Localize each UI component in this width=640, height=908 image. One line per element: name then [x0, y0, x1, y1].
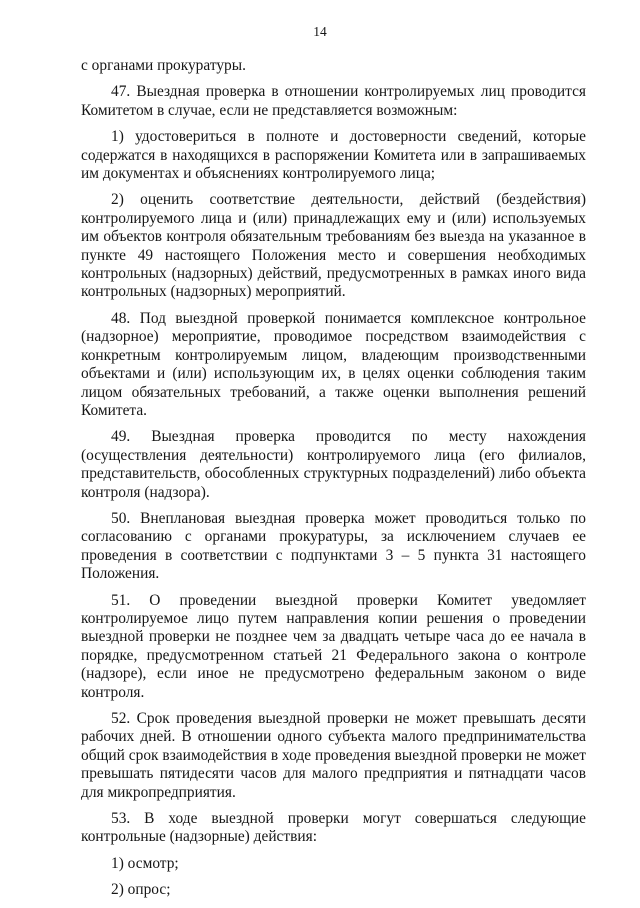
- document-body: [81, 57, 586, 908]
- paragraph-47-item-1: 1) удостовериться в полноте и достоверности сведений, которые содержатся в находящихся в распоряжении Комитета или в запрашиваемых им документах и объяснениях контролируемого лица;: [81, 128, 586, 183]
- paragraph-52: 52. Срок проведения выездной проверки не может превышать десяти рабочих дней. В отношении одного субъекта малого предпринимательства общий срок взаимодействия в ходе проведения выездной проверки не может превышать пятидесяти часов для малого предприятия и пятнадцати часов для микропредприятия.: [81, 710, 586, 801]
- paragraph-47-item-2: 2) оценить соответствие деятельности, действий (бездействия) контролируемого лица и (или) принадлежащих ему и (или) используемых им объектов контроля обязательным требованиям без выезда на указанное в пункте 49 настоящего Положения место и совершения необходимых контрольных (надзорных) действий, предусмотренных в рамках иного вида контрольных (надзорных) мероприятий.: [81, 191, 586, 301]
- paragraph-51: 51. О проведении выездной проверки Комитет уведомляет контролируемое лицо путем направления копии решения о проведении выездной проверки не позднее чем за двадцать четыре часа до ее начала в порядке, предусмотренном статьей 21 Федерального закона о контроле (надзоре), если иное не предусмотрено федеральным законом о виде контроля.: [81, 591, 586, 701]
- paragraph-53: 53. В ходе выездной проверки могут совершаться следующие контрольные (надзорные) действия:: [81, 810, 586, 846]
- paragraph-50: 50. Внеплановая выездная проверка может проводиться только по согласованию с органами прокуратуры, за исключением случаев ее проведения в соответствии с подпунктами 3 – 5 пункта 31 настоящего Положения.: [81, 509, 586, 583]
- paragraph-47: 47. Выездная проверка в отношении контролируемых лиц проводится Комитетом в случае, если не представляется возможным:: [81, 83, 586, 119]
- paragraph-53-item-2: 2) опрос;: [111, 881, 171, 899]
- paragraph-48: 48. Под выездной проверкой понимается комплексное контрольное (надзорное) мероприятие, проводимое посредством взаимодействия с конкретным контролируемым лицом, владеющим производственными объектами и (или) использующим их, в целях оценки соблюдения таким лицом обязательных требований, а также оценки выполнения решений Комитета.: [81, 309, 586, 419]
- paragraph-continuation: с органами прокуратуры.: [81, 57, 246, 74]
- paragraph-53-item-1: 1) осмотр;: [111, 854, 179, 872]
- paragraph-49: 49. Выездная проверка проводится по месту нахождения (осуществления деятельности) контролируемого лица (его филиалов, представительств, обособленных структурных подразделений) либо объекта контроля (надзора).: [81, 428, 586, 501]
- page-number: 14: [313, 24, 327, 39]
